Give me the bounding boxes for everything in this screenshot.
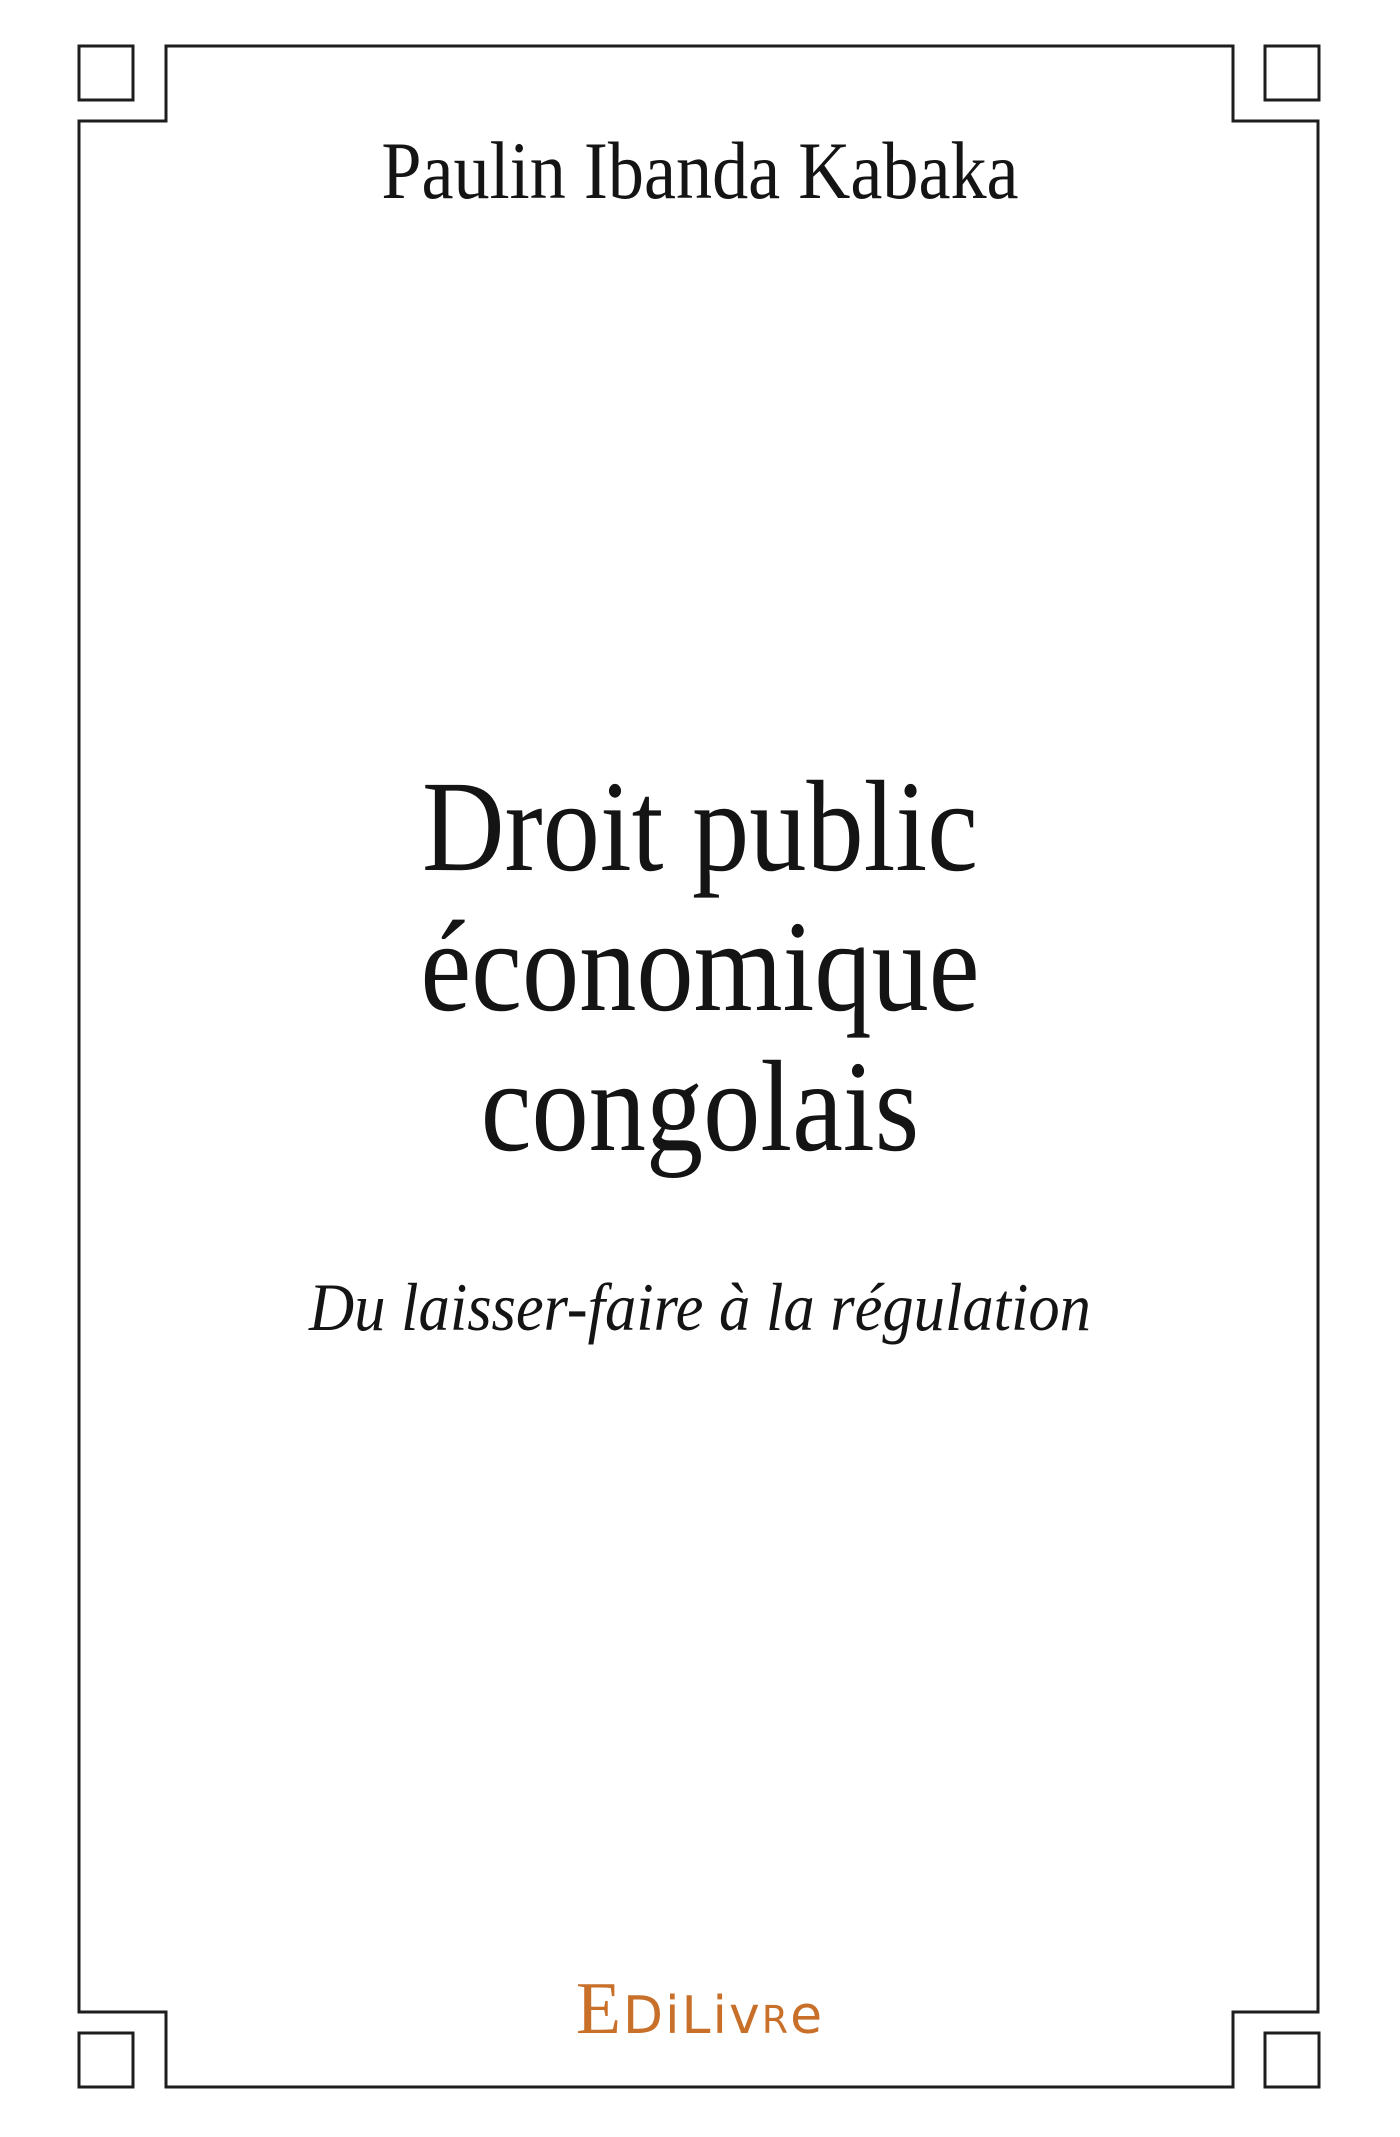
- subtitle: Du laisser-faire à la régulation: [309, 1269, 1091, 1345]
- title-line-2: économique: [420, 895, 980, 1039]
- book-title: [84, 757, 1316, 1177]
- publisher-logo-letter-E: E: [575, 1968, 624, 2050]
- title-line-3: congolais: [480, 1035, 920, 1179]
- publisher-logo-mid: DiLiv: [623, 1986, 762, 2046]
- publisher-logo: [0, 1968, 1400, 2050]
- author-name: Paulin Ibanda Kabaka: [381, 125, 1019, 216]
- title-line-1: Droit public: [421, 755, 979, 899]
- publisher-logo-letter-R: R: [761, 1998, 791, 2042]
- corner-square-top-left: [79, 46, 133, 100]
- corner-square-top-right: [1265, 46, 1319, 100]
- publisher-logo-letter-e: e: [790, 1986, 825, 2046]
